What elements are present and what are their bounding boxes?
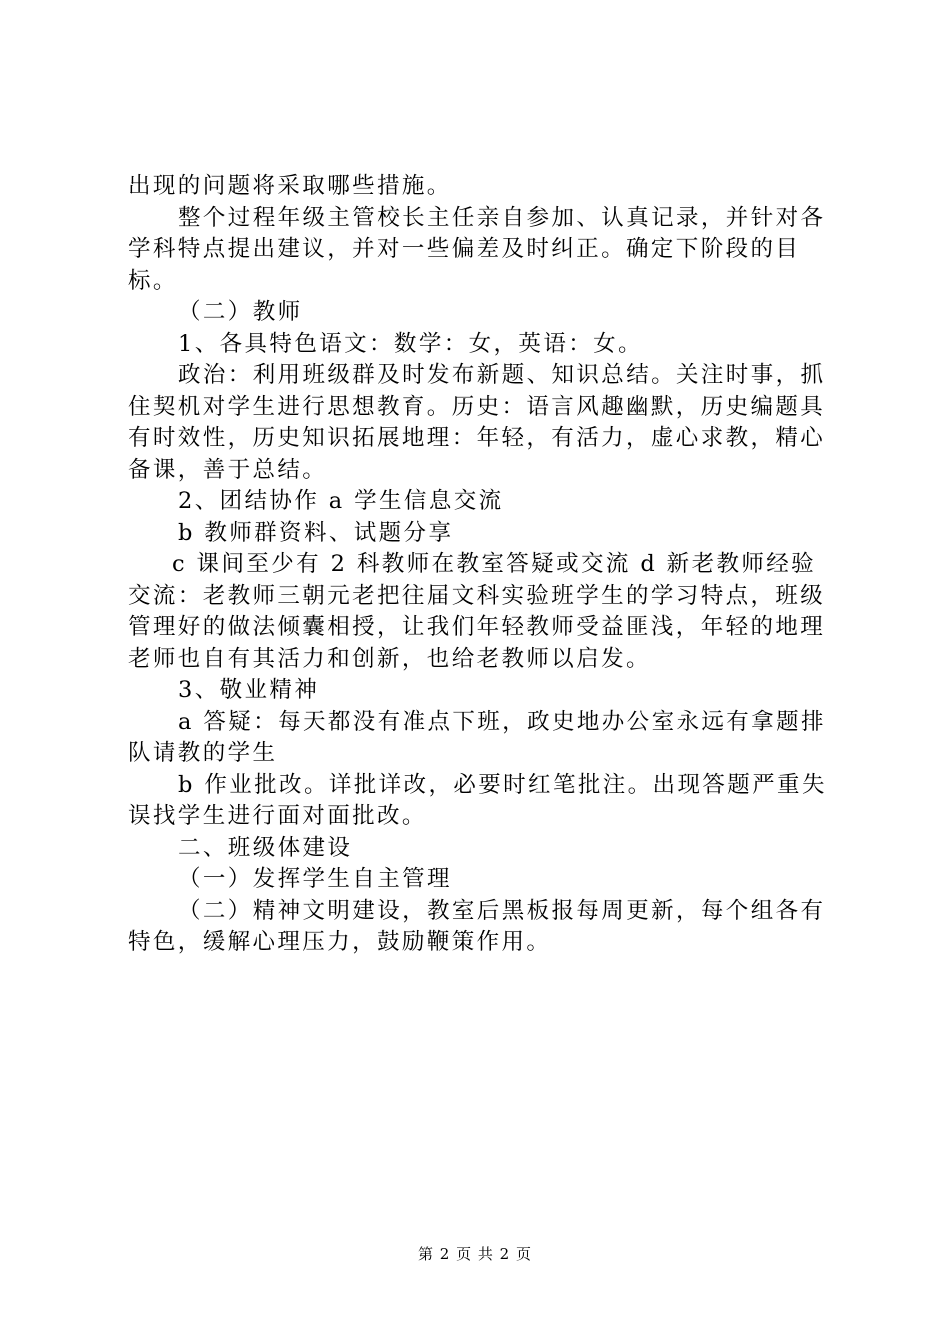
document-body <box>128 171 838 959</box>
page-footer <box>0 1244 950 1264</box>
item-answering-questions: a 答疑：每天都没有准点下班，政史地办公室永远有拿题排队请教的学生 <box>128 708 826 766</box>
paragraph-continuation: 出现的问题将采取哪些措施。 <box>128 173 452 199</box>
heading-class-building: 二、班级体建设 <box>178 834 353 861</box>
item-spiritual-civilization: （二）精神文明建设，教室后黑板报每周更新，每个组各有特色，缓解心理压力，鼓励鞭策作用。 <box>128 897 826 955</box>
item-distinctive-features: 1、各具特色语文：数学：女，英语：女。 <box>178 330 643 357</box>
item-dedication: 3、敬业精神 <box>178 677 320 703</box>
page-number-label: 第 2 页 共 2 页 <box>418 1245 532 1263</box>
paragraph-process-summary: 整个过程年级主管校长主任亲自参加、认真记录，并针对各学科特点提出建议，并对一些偏差及时纠正。确定下阶段的目标。 <box>128 204 826 294</box>
item-teacher-group-sharing: b 教师群资料、试题分享 <box>178 519 454 546</box>
heading-teachers: （二）教师 <box>178 299 303 325</box>
paragraph-subject-notes: 政治：利用班级群及时发布新题、知识总结。关注时事，抓住契机对学生进行思想教育。历史：语言风趣幽默，历史编题具有时效性，历史知识拓展地理：年轻，有活力，虚心求教，精心备课，善于总结。 <box>128 362 826 483</box>
item-teamwork: 2、团结协作 a 学生信息交流 <box>178 488 504 514</box>
item-homework-grading: b 作业批改。详批详改，必要时红笔批注。出现答题严重失误找学生进行面对面批改。 <box>128 771 827 829</box>
paragraph-teacher-exchange: c 课间至少有 2 科教师在教室答疑或交流 d 新老教师经验交流：老教师三朝元老把往届文科实验班学生的学习特点，班级管理好的做法倾囊相授，让我们年轻教师受益匪浅，年轻的地理老师也自有其活力和创新，也给老教师以启发。 <box>128 551 826 672</box>
item-student-self-management: （一）发挥学生自主管理 <box>178 866 452 892</box>
